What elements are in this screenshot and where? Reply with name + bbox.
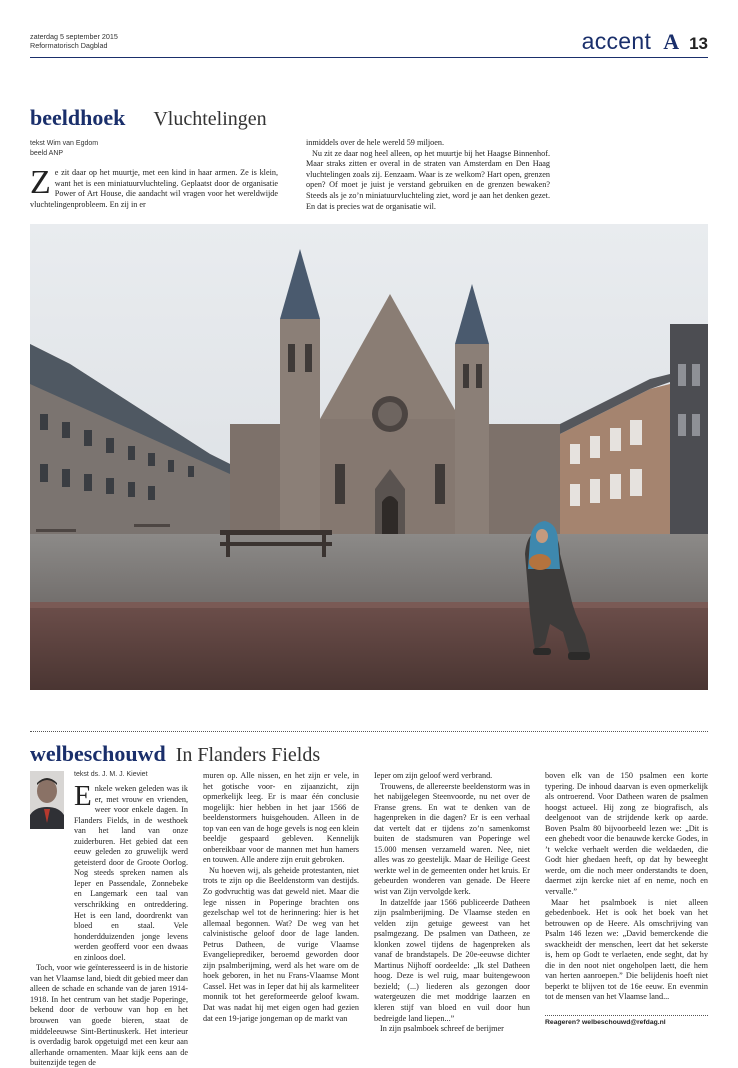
foreground-wall [30, 602, 708, 690]
newspaper-name: Reformatorisch Dagblad [30, 41, 108, 50]
welbeschouwd-column-2 [203, 771, 359, 1024]
section-logo: A [663, 29, 680, 54]
welbeschouwd-c3-p1: Ieper om zijn geloof werd verbrand. [374, 771, 493, 780]
section-divider [30, 731, 708, 732]
beeldhoek-col2-p1: inmiddels over de hele wereld 59 miljoen. [306, 138, 445, 147]
welbeschouwd-c4-p1: boven elk van de 150 psalmen een korte typering. De inhoud daarvan is even opmerkelijk als ontroerend. Voor Datheen waren de psalmen hoogst actueel. Hij zong ze biografisch, als deelgenoot van de strijdende kerk op aarde. Boven Psalm 80 bijvoorbeeld lezen we: „Dit is een ghebedt voor die benauwde kercke Godes, in ’t welcke verhaelt werden die weldaeden, die Godt hier ghedaen heeft, op dat hy beweeght werde, om die noch meer onderstandts te doen, daermet zijn kercke niet af en neme, noch en vervalle.” [545, 771, 708, 897]
page-number: 13 [689, 34, 708, 53]
issue-date: zaterdag 5 september 2015 [30, 32, 118, 41]
welbeschouwd-c3-p3: In datzelfde jaar 1566 publiceerde Datheen zijn psalmberijming. De Vlaamse steden en velden zijn getuige geweest van het psalmgezang. De psalmen van Datheen, ze klonken zowel tijdens de hagenpreken als vanaf de brandstapels. De 20e-eeuwse dichter Martinus Nijhoff oordeelde: „Ik stel Datheen hoog. Deze is wel ruig, maar buitengewoon bezield; (...) liederen als gezongen door watergeuzen die met moddrige laarzen en kleren stijf van bloed en vuil door hun bedreigde land liepen...” [374, 897, 530, 1023]
beeldhoek-heading [30, 105, 267, 131]
welbeschouwd-c1-first [74, 780, 188, 963]
welbeschouwd-c3-p4: In zijn psalmboek schreef de berijmer [380, 1024, 504, 1034]
masthead-rule [30, 57, 708, 58]
welbeschouwd-c1-first-text: nkele weken geleden was ik er, met vrouw en vrienden, weer voor enkele dagen. In Flanders Fields, in de westhoek van het land van onze zuiderburen. Het gebied dat een eeuw geleden zo gruwelijk werd geteisterd door de Groote Oorlog. Nog steeds spreken namen als Ieper en Passendale, Zonnebeke en Langemark een taal van verschrikking en ontreddering. Het is een land, doordrenkt van bloed en staal. Vele honderdduizenden jonge levens werden geofferd voor een dwaas en zinloos doel. [74, 784, 188, 962]
beeldhoek-credit-photo: beeld ANP [30, 150, 64, 157]
welbeschouwd-title: In Flanders Fields [175, 744, 321, 766]
masthead-date-block [30, 32, 118, 50]
binnenhof-photo [30, 224, 708, 690]
beeldhoek-kicker: beeldhoek [30, 105, 126, 130]
binnenhof-photo-illustration [30, 224, 708, 690]
beeldhoek-title: Vluchtelingen [153, 108, 267, 130]
welbeschouwd-c2-p2: Nu hoeven wij, als geheide protestanten, niet trots te zijn op die Beeldenstorm van destijds. Zo godvruchtig was dat geweld niet. Maar die lege nissen in Poperinge brachten ons gezelschap wel tot de herinnering: hier is het allemaal begonnen. Wat? De weg van het calvinistische geloof door de lage landen. Petrus Datheen, de vurige Vlaamse Evangelieprediker, beroemd geworden door zijn psalmberijming, werd als het ware om de hoek geboren, in het nu Frans-Vlaamse Mont Cassel. Het was in Ieper dat hij als karmeliteer monnik tot het gereformeerde geloof kwam. Dat was nadat hij met eigen ogen had gezien dat een 19-jarige jongeman op de markt van [203, 865, 359, 1023]
welbeschouwd-c3-p2: Trouwens, de allereerste beeldenstorm was in het nabijgelegen Steenvoorde, nu net over de Franse grens. En wat te denken van de hagenpreken in die dagen? Er is een verhaal dat vertelt dat er tijdens zo’n samenkomst buiten de stadsmuren van Poperinge wel 15.000 mensen verzameld waren. Nee, niet alles was zo geestelijk. Maar de Heilige Geest werkte wel in de gemeenten onder het kruis. Er gebeurden wonderen van genade. De Heere wist van Zijn vervolgde kerk. [374, 781, 530, 897]
welbeschouwd-column-1 [30, 771, 188, 1068]
beeldhoek-column-2 [306, 138, 550, 212]
masthead [30, 30, 708, 58]
beeldhoek-dropcap: Z [30, 164, 51, 201]
welbeschouwd-c1-p2: Toch, voor wie geïnteresseerd is in de historie van het Vlaamse land, biedt dit gebied meer dan alleen de schade en schande van de jaren 1914-1918. In het centrum van het stadje Poperinge, bekend door de verbouw van hop en het brouwen van goede bieren, staat de middeleeuwse Sint-Bertinuskerk. Het interieur is overdadig barok opgetuigd met een keur aan allerhande ornamenten. Maar kijk eens aan de buitenzijde tegen de [30, 963, 188, 1068]
welbeschouwd-c2-p1: muren op. Alle nissen, en het zijn er vele, in het gotische voor- en zijaanzicht, zijn opmerkelijk leeg. Er is maar één conclusie mogelijk: hier hebben in het jaar 1566 de beeldenstormers huisgehouden. Alleen in de top van een van de hoge gevels is nog een klein beeldje gespaard gebleven. Kennelijk onbereikbaar voor de mannen met hun hamers en touwen. Alle andere zijn eruit gebroken. [203, 771, 359, 865]
welbeschouwd-dropcap: E [74, 780, 92, 812]
section-name: accent [581, 28, 652, 54]
beeldhoek-col1-text: e zit daar op het muurtje, met een kind in haar armen. Ze is klein, want het is een miniatuurvluchteling. Geplaatst door de organisatie Power of Art House, die aandacht wil vragen voor het wereldwijde vluchtelingenprobleem. En zij in er [30, 168, 278, 209]
beeldhoek-col2-p2: Nu zit ze daar nog heel alleen, op het muurtje bij het Haagse Binnenhof. Maar straks zitten er overal in de straten van Amsterdam en Den Haag vluchtelingen zoals zij. Eenzaam. Waar is ze welkom? Hart open, grenzen open? Of moet je juist je verstand gebruiken en de grenzen bewaken? Steeds als je zo’n miniatuurvluchteling ziet, word je aan het denken gezet. En dat is precies wat de organisatie wil. [306, 148, 550, 211]
welbeschouwd-column-4 [545, 771, 708, 1003]
welbeschouwd-heading [30, 741, 320, 767]
welbeschouwd-credit: tekst ds. J. M. J. Kieviet [74, 771, 148, 778]
masthead-right [582, 28, 708, 55]
beeldhoek-credits [30, 139, 98, 159]
beeldhoek-column-1 [30, 164, 278, 210]
welbeschouwd-c4-p2: Maar het psalmboek is niet alleen gebedenboek. Het is ook het boek van het betrouwen op de Heere. Als omschrijving van Psalm 146 lezen we: „David bemerckende die swackheidt der menschen, leert dat het sekerste is, hem op Godt te verlaeten, ende seght, dat hy die in den noot niet ongeholpen laett, die hem van herten aanroepen.” Die belijdenis hoeft niet beperkt te blijven tot de 16e eeuw. En evenmin tot de mensen van het Vlaamse land... [545, 897, 708, 1002]
beeldhoek-credit-text: tekst Wim van Egdom [30, 140, 99, 147]
wall-cap [30, 602, 708, 608]
reaction-email[interactable]: Reageren? welbeschouwd@refdag.nl [545, 1015, 708, 1026]
welbeschouwd-column-3 [374, 771, 530, 1035]
welbeschouwd-kicker: welbeschouwd [30, 741, 166, 766]
